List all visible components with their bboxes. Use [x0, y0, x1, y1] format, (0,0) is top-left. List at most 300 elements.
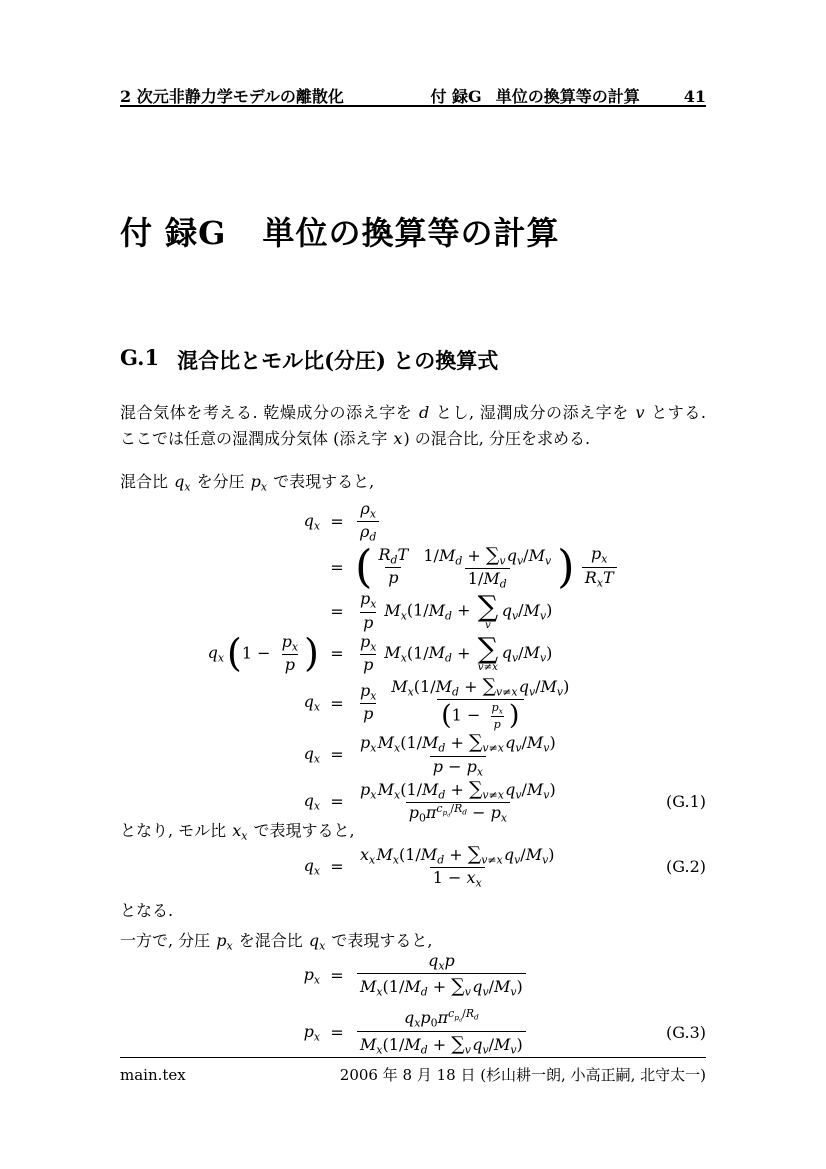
- math-fraction: [357, 1009, 526, 1056]
- math-symbol: +: [427, 1034, 452, 1054]
- math-script: [438, 545, 463, 568]
- math-var: d: [369, 530, 377, 544]
- math-symbol: /: [462, 1007, 466, 1021]
- equation-tag: (G.1): [666, 791, 706, 811]
- math-symbol: 1/: [413, 600, 429, 620]
- math-var: v: [510, 985, 517, 999]
- math-var: x: [393, 429, 403, 449]
- math-var: v: [481, 853, 488, 867]
- math-var: p: [360, 733, 371, 753]
- equation-lhs: [120, 1022, 320, 1043]
- math-var: q: [472, 1034, 483, 1054]
- math-var: x: [497, 788, 504, 802]
- math-script: [483, 569, 507, 591]
- math-script: [360, 977, 383, 999]
- math-var: M: [435, 676, 453, 696]
- math-var: d: [420, 985, 428, 999]
- math-var: q: [505, 780, 516, 800]
- math-symbol: ): [516, 977, 523, 997]
- math-var: p: [303, 1021, 314, 1041]
- math-var: p: [303, 964, 314, 984]
- math-var: x: [407, 685, 414, 699]
- math-var: M: [422, 733, 439, 753]
- equals-sign: =: [330, 512, 344, 532]
- math-var: x: [376, 1043, 383, 1057]
- math-symbol: 1 −: [432, 868, 467, 888]
- math-var: M: [493, 1034, 511, 1054]
- math-var: d: [438, 741, 446, 755]
- math-var: M: [404, 1034, 421, 1054]
- math-symbol: /: [518, 643, 524, 663]
- math-var: M: [428, 600, 446, 620]
- math-var: M: [384, 643, 401, 663]
- math-symbol: 1/: [420, 676, 436, 696]
- stretchy-paren: ( 1 − $\frac{p_x}{p}$ ): [441, 700, 520, 732]
- math-symbol: ): [563, 676, 570, 696]
- equation-rhs: [354, 1009, 654, 1056]
- inline-math: [635, 403, 646, 422]
- equation-rhs: [354, 675, 654, 732]
- math-symbol: /: [450, 802, 455, 816]
- math-var: p: [360, 631, 371, 651]
- equals-sign: =: [330, 856, 344, 876]
- math-var: q: [506, 545, 518, 565]
- math-var: x: [313, 864, 320, 878]
- math-symbol: /: [518, 600, 524, 620]
- equation-rhs: [354, 630, 654, 675]
- math-var: p: [250, 472, 261, 491]
- math-script: [281, 631, 299, 654]
- equals-sign: =: [330, 745, 344, 765]
- math-var: v: [514, 853, 521, 867]
- math-var: d: [499, 577, 507, 591]
- math-var: x: [376, 985, 383, 999]
- math-var: M: [377, 733, 395, 753]
- math-var: p: [466, 756, 477, 776]
- math-script: [436, 802, 451, 819]
- math-var: p: [216, 931, 227, 950]
- math-var: x: [596, 576, 603, 589]
- math-script: [420, 1008, 438, 1030]
- math-script: [454, 1013, 462, 1022]
- math-var: v: [635, 403, 645, 422]
- header-rule: [120, 105, 706, 107]
- math-fraction: [420, 544, 554, 591]
- math-var: v: [477, 661, 484, 674]
- math-var: x: [217, 651, 224, 665]
- math-var: v: [482, 1043, 489, 1057]
- math-var: d: [452, 685, 459, 699]
- math-var: R: [465, 1007, 475, 1021]
- stretchy-paren: ( $R_dT$ p $1/M_d + \sum_vq_v/M_v$ $1/M_d$ ): [355, 540, 575, 594]
- math-script: [435, 676, 459, 699]
- math-script: [360, 589, 377, 611]
- math-var: q: [303, 790, 314, 810]
- math-var: q: [303, 511, 314, 531]
- math-script: [518, 676, 536, 699]
- inline-math: [173, 472, 191, 494]
- equation-row: [120, 630, 706, 676]
- math-var: p: [363, 612, 374, 632]
- equation-tag: (G.3): [666, 1023, 706, 1043]
- header-doc-title: 2 次元非静力学モデルの離散化: [120, 87, 344, 106]
- equation-row: [120, 952, 706, 999]
- math-symbol: 1/: [405, 845, 421, 864]
- math-symbol: 1/: [388, 977, 405, 997]
- equation-tag: (G.2): [666, 856, 706, 876]
- math-var: v: [543, 788, 550, 802]
- math-symbol: ≠: [487, 853, 497, 867]
- math-fraction: [357, 633, 379, 675]
- math-symbol: ≠: [488, 788, 498, 802]
- math-var: q: [505, 733, 516, 753]
- math-symbol: 1/: [423, 545, 439, 565]
- paragraph-tonaru: となる.: [120, 901, 174, 920]
- math-var: M: [360, 1034, 377, 1054]
- math-symbol: +: [462, 545, 486, 565]
- equation-lhs: [120, 692, 320, 713]
- chapter-label: 付 録G: [120, 214, 227, 252]
- math-var: p: [388, 568, 399, 588]
- equals-sign: =: [330, 644, 344, 664]
- sum-operator: ∑ v≠x: [477, 630, 499, 674]
- math-var: R: [454, 802, 463, 816]
- math-var: c: [448, 1007, 455, 1021]
- math-symbol: 0: [418, 811, 426, 825]
- math-var: v: [484, 619, 491, 632]
- page-footer: [120, 1064, 706, 1085]
- math-symbol: /: [521, 733, 527, 753]
- math-var: x: [313, 1030, 320, 1044]
- math-var: x: [500, 811, 507, 825]
- math-script: [466, 1007, 479, 1020]
- math-var: M: [404, 977, 421, 997]
- math-symbol: +: [458, 676, 483, 696]
- footer-date-authors: 2006 年 8 月 18 日 (杉山耕一朗, 小高正嗣, 北守太一): [339, 1066, 706, 1084]
- inline-math: [250, 472, 268, 494]
- running-header: [120, 84, 706, 107]
- math-var: p: [490, 803, 501, 823]
- footer-filename: main.tex: [120, 1066, 186, 1084]
- sum-operator: $\sum_{v\ne x}$: [467, 843, 503, 867]
- math-var: d: [445, 651, 453, 665]
- math-fraction: [357, 731, 559, 778]
- equation-rhs: [354, 952, 654, 999]
- math-symbol: (: [382, 977, 389, 997]
- math-script: [501, 643, 519, 665]
- math-symbol: /: [521, 780, 527, 800]
- math-symbol: +: [445, 733, 469, 753]
- math-script: [523, 600, 547, 623]
- math-script: [448, 1007, 463, 1024]
- math-var: x: [369, 853, 376, 867]
- math-script: [428, 951, 445, 973]
- math-var: ρ: [360, 499, 370, 518]
- math-var: d: [458, 1017, 463, 1024]
- equals-sign: =: [330, 693, 344, 713]
- math-script: [466, 868, 482, 890]
- math-var: q: [303, 855, 314, 875]
- math-script: [174, 472, 191, 494]
- math-fraction: [357, 500, 379, 544]
- math-script: [360, 631, 377, 654]
- math-var: v: [512, 651, 519, 665]
- math-var: q: [472, 977, 483, 997]
- math-var: d: [462, 807, 468, 817]
- math-var: v: [556, 685, 564, 699]
- math-script: [501, 600, 519, 623]
- math-var: π: [425, 803, 437, 823]
- math-script: [526, 733, 550, 755]
- math-var: x: [392, 853, 399, 867]
- math-var: x: [184, 480, 191, 494]
- header-appendix-label: 付 録G: [430, 87, 482, 106]
- equation-lhs: [120, 744, 320, 765]
- math-script: [438, 1008, 479, 1027]
- math-var: M: [526, 733, 544, 753]
- math-var: x: [370, 788, 377, 802]
- math-script: [472, 977, 489, 999]
- math-fraction: [388, 675, 572, 732]
- equation-row: [120, 590, 706, 632]
- math-var: M: [360, 977, 377, 997]
- equals-sign: =: [330, 791, 344, 811]
- math-symbol: 1/: [406, 733, 423, 753]
- math-var: d: [455, 554, 463, 568]
- equation-lhs: [120, 511, 320, 532]
- math-var: M: [483, 569, 500, 589]
- math-var: q: [428, 951, 439, 970]
- equation-lhs: [120, 791, 320, 812]
- math-var: q: [518, 676, 529, 696]
- equation-lhs: [120, 965, 320, 986]
- math-var: x: [370, 689, 377, 703]
- math-var: M: [528, 545, 545, 565]
- math-symbol: 1/: [467, 569, 484, 589]
- math-var: x: [475, 876, 482, 890]
- math-var: x: [360, 845, 370, 864]
- math-script: [360, 780, 377, 802]
- math-script: [493, 1034, 517, 1057]
- sum-operator: $\sum_v$: [485, 543, 506, 568]
- math-var: M: [384, 600, 401, 620]
- math-var: x: [394, 788, 401, 802]
- section-number: G.1: [120, 345, 160, 370]
- math-var: p: [454, 1012, 459, 1022]
- math-var: x: [313, 519, 320, 533]
- math-script: [303, 964, 320, 987]
- equation-block-g3: [120, 952, 706, 1056]
- math-fraction: [375, 546, 411, 588]
- math-symbol: ): [548, 845, 555, 864]
- math-script: [360, 733, 377, 755]
- math-var: p: [591, 544, 602, 564]
- math-var: x: [226, 939, 233, 953]
- math-var: M: [391, 676, 408, 696]
- equals-sign: =: [330, 1023, 344, 1043]
- math-script: [428, 600, 453, 623]
- math-script: [360, 681, 377, 703]
- math-var: x: [260, 480, 268, 494]
- math-symbol: ): [546, 643, 553, 663]
- math-script: [454, 802, 467, 815]
- section-title: 混合比とモル比(分圧) との換算式: [177, 348, 499, 373]
- math-var: p: [491, 701, 499, 715]
- equation-row: [120, 1009, 706, 1056]
- math-symbol: −: [467, 803, 491, 823]
- math-var: p: [420, 1008, 431, 1028]
- chapter-title: 単位の換算等の計算: [262, 214, 560, 252]
- math-symbol: /: [488, 1034, 494, 1054]
- math-script: [360, 1034, 383, 1057]
- math-symbol: (: [400, 733, 407, 753]
- equation-rhs: [354, 540, 654, 594]
- math-var: c: [436, 802, 443, 816]
- math-var: p: [444, 951, 455, 970]
- math-var: M: [523, 643, 540, 663]
- page-number: 41: [683, 87, 706, 106]
- math-fraction: [357, 682, 379, 724]
- math-var: x: [291, 640, 299, 654]
- equation-row: [120, 675, 706, 732]
- section-heading: [120, 345, 498, 375]
- math-var: x: [313, 973, 320, 987]
- math-fraction: [357, 590, 379, 632]
- math-var: x: [496, 853, 503, 867]
- math-var: x: [370, 741, 377, 755]
- equation-rhs: [354, 843, 654, 890]
- math-var: T: [397, 544, 409, 564]
- math-symbol: /: [535, 676, 541, 696]
- math-var: v: [482, 985, 489, 999]
- math-var: q: [503, 845, 515, 864]
- math-var: v: [482, 788, 489, 802]
- equation-block-g2: [120, 843, 706, 895]
- math-var: x: [498, 706, 503, 716]
- math-script: [591, 544, 608, 566]
- math-script: [493, 977, 517, 999]
- math-var: p: [281, 631, 292, 651]
- math-symbol: −: [442, 756, 467, 776]
- math-script: [528, 545, 552, 568]
- math-symbol: /: [488, 977, 494, 997]
- math-script: [360, 499, 376, 521]
- equation-row: [120, 843, 706, 890]
- math-var: M: [376, 845, 393, 864]
- math-var: M: [523, 600, 540, 620]
- math-script: [377, 733, 401, 755]
- paragraph-molar-ratio-lead: となり, モル比 $x_x$ で表現すると,: [120, 821, 355, 843]
- math-var: v: [512, 609, 519, 623]
- math-symbol: 1 −: [451, 705, 486, 725]
- math-script: [378, 544, 398, 567]
- math-symbol: +: [445, 780, 469, 800]
- math-var: x: [319, 939, 326, 953]
- math-script: [404, 1008, 421, 1030]
- math-var: x: [313, 799, 320, 813]
- math-symbol: (: [382, 1034, 389, 1054]
- math-var: ρ: [360, 522, 370, 542]
- math-symbol: /: [523, 545, 529, 565]
- math-var: x: [370, 597, 377, 611]
- math-var: x: [394, 741, 401, 755]
- math-var: M: [493, 977, 511, 997]
- math-var: v: [517, 554, 524, 568]
- math-var: M: [526, 780, 544, 800]
- math-script: [360, 845, 376, 867]
- math-var: v: [528, 685, 536, 699]
- math-var: d: [390, 553, 398, 567]
- math-var: v: [482, 741, 489, 755]
- chapter-heading: [120, 208, 560, 254]
- math-var: v: [464, 1043, 471, 1057]
- paragraph-partial-pressure-lead: 一方で, 分圧 $p_x$ を混合比 $q_x$ で表現すると,: [120, 931, 433, 953]
- math-script: [303, 511, 320, 533]
- math-var: q: [501, 643, 512, 663]
- math-var: p: [408, 803, 419, 823]
- math-script: [384, 600, 407, 623]
- math-var: q: [303, 744, 314, 764]
- math-var: v: [539, 609, 547, 623]
- sum-operator: $\sum_v$: [451, 975, 471, 999]
- math-var: x: [511, 685, 518, 699]
- math-script: [428, 643, 453, 665]
- math-script: [472, 1034, 489, 1057]
- math-var: x: [400, 609, 407, 623]
- math-script: [404, 977, 428, 999]
- math-fraction: [488, 701, 505, 731]
- stretchy-paren: ( 1 − $\frac{p_x}{p}$ ): [226, 630, 319, 676]
- sum-operator: $\sum_{v\ne x}$: [482, 674, 518, 699]
- math-var: d: [438, 788, 446, 802]
- math-script: [491, 701, 502, 714]
- math-var: d: [420, 1043, 428, 1057]
- math-var: q: [207, 643, 218, 663]
- math-var: p: [360, 780, 371, 800]
- math-symbol: +: [452, 600, 476, 620]
- math-script: [506, 545, 524, 568]
- math-var: q: [404, 1008, 415, 1028]
- math-script: [523, 643, 547, 665]
- equation-rhs: [354, 590, 654, 632]
- math-var: T: [602, 567, 614, 587]
- math-symbol: ): [516, 1034, 523, 1054]
- footer-rule: [120, 1057, 706, 1058]
- math-script: [585, 568, 603, 587]
- math-var: x: [370, 640, 377, 654]
- math-var: v: [464, 985, 471, 999]
- inline-math: [392, 429, 403, 448]
- math-var: M: [525, 845, 543, 864]
- math-symbol: /: [520, 845, 526, 864]
- math-symbol: ≠: [488, 741, 498, 755]
- math-var: p: [360, 589, 371, 609]
- math-symbol: (: [406, 600, 414, 620]
- math-var: d: [445, 609, 453, 623]
- inline-math: [215, 931, 233, 953]
- math-script: [505, 780, 522, 802]
- math-var: d: [437, 853, 445, 867]
- math-var: M: [377, 780, 395, 800]
- math-var: q: [308, 931, 320, 950]
- math-script: [303, 744, 320, 766]
- math-script: [525, 845, 549, 867]
- equation-row: [120, 540, 706, 594]
- math-var: v: [543, 741, 550, 755]
- equation-row: [120, 500, 706, 544]
- math-var: x: [400, 651, 407, 665]
- math-var: q: [303, 692, 314, 712]
